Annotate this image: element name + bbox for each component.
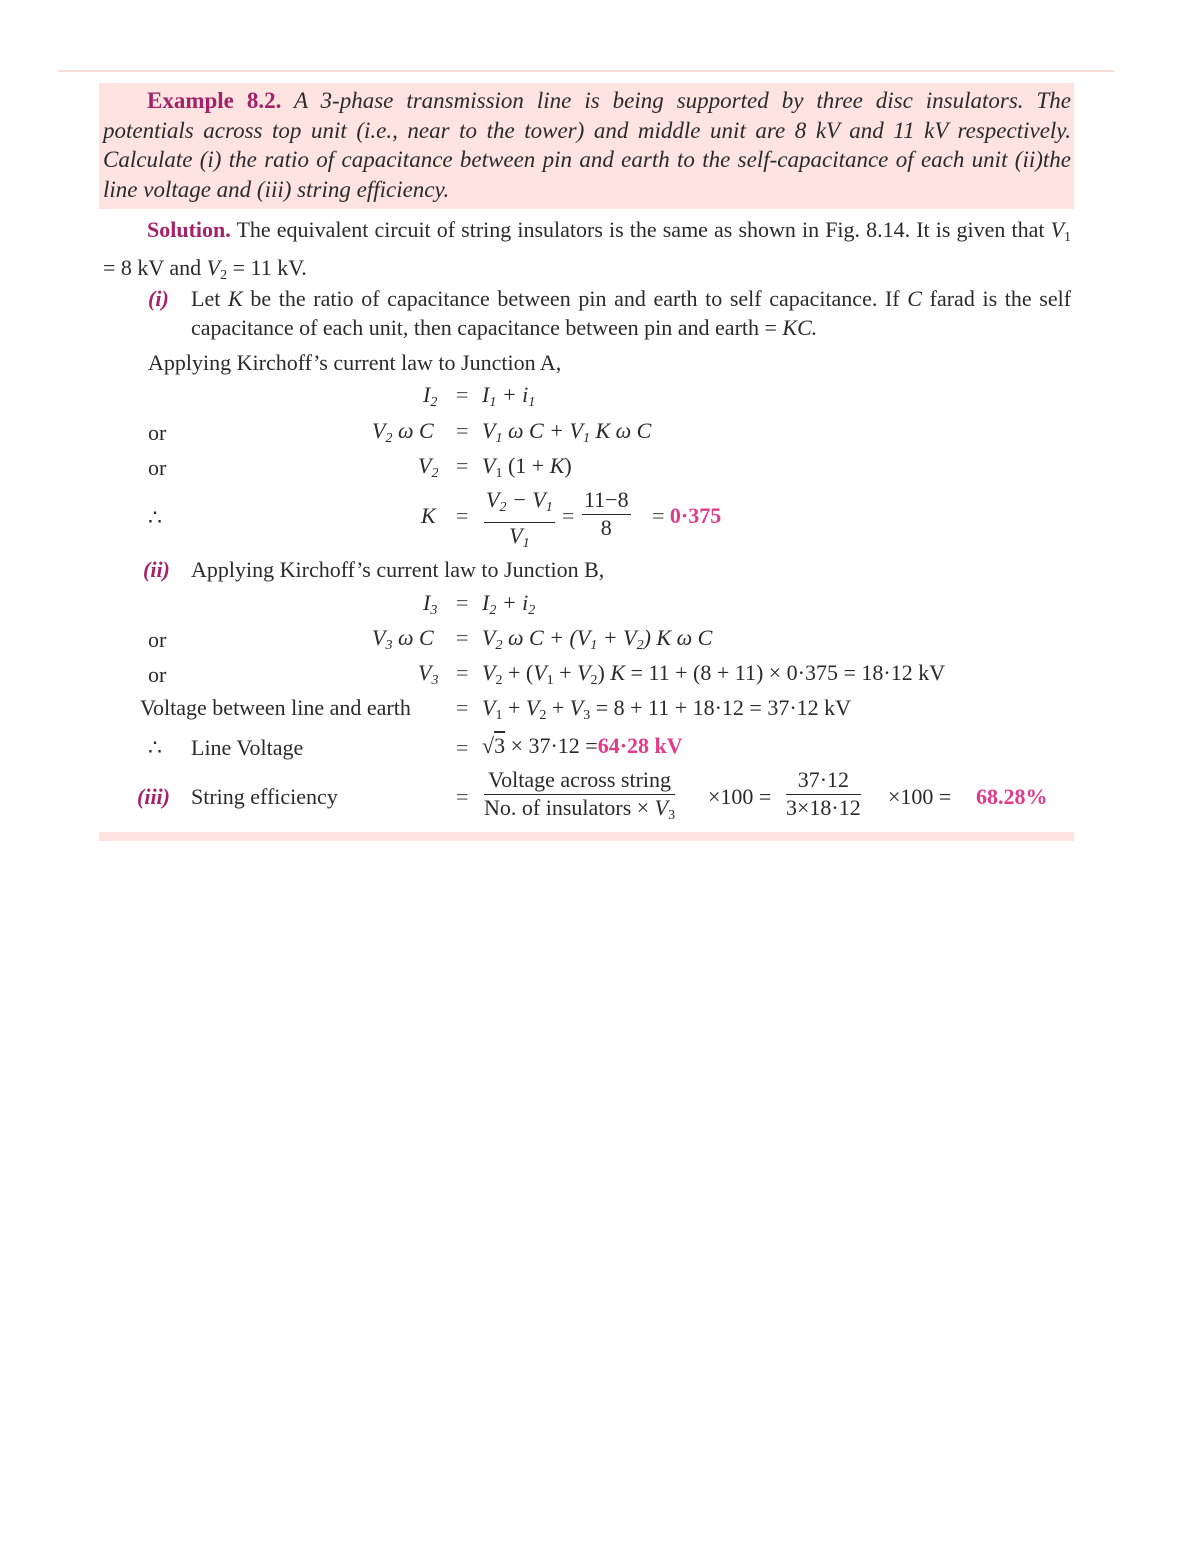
or-label-1: or — [148, 420, 167, 445]
line-voltage-calc: √3 × 37·12 =64·28 kV — [482, 733, 683, 758]
eq-k-frac1: $\frac{V_2 - V_1}{V_1}$ — [486, 487, 553, 551]
eq-k-lhs: K — [421, 503, 436, 528]
eq-a2-lhs: $V_2$ ω C — [372, 418, 434, 446]
example-body: A 3-phase transmission line is being supported by three disc insulators. The potentials across top unit (i.e., near to the tower) and middle unit are 8 kV and 11 kV respectively. Calculate (i) the ratio of capacitance between pin and earth to the self-capacitance of each unit (ii)the line voltage and (iii) string efficiency. — [103, 88, 1072, 202]
example-statement — [103, 86, 1071, 204]
sqrt-symbol: √ — [482, 733, 495, 758]
part3-num: (iii) — [137, 784, 170, 809]
part3-label: String efficiency — [191, 784, 338, 809]
top-rule — [58, 70, 1114, 72]
part2-text: Applying Kirchoff’s current law to Junction B, — [191, 557, 605, 582]
line-earth-label: Voltage between line and earth — [140, 695, 411, 720]
part1-text: Let K be the ratio of capacitance between pin and earth to self capacitance. If C farad is the self capacitance of each unit, then capacitance between pin and earth = KC. — [191, 286, 1072, 340]
therefore-2: ∴ — [148, 735, 162, 760]
solution-intro: Solution. The equivalent circuit of string insulators is the same as shown in Fig. 8.14. It is given that $V_1 = 8$ kV and $V_2 = 11$ kV. — [103, 217, 1072, 283]
eq-b3-equals: = — [456, 660, 469, 685]
eq-a1-equals: = — [456, 382, 469, 407]
eq-a3-lhs: $V_2$ — [418, 453, 439, 481]
eff-times100b: ×100 = — [888, 784, 952, 809]
eq-a3-rhs: $V_1$ (1 + K) — [482, 453, 572, 481]
solution-text: The equivalent circuit of string insulators is the same as shown in Fig. 8.14. It is given that — [236, 217, 1045, 242]
line-earth-equals: = — [456, 695, 469, 720]
eq-b2-lhs: $V_3$ ω C — [372, 625, 434, 653]
or-label-2: or — [148, 455, 167, 480]
eff-frac1: Voltage across string No. of insulators × $V_3$ — [484, 767, 676, 823]
eq-b3-lhs: $V_3$ — [418, 660, 439, 688]
eq-b1-equals: = — [456, 590, 469, 615]
v2-given: = 11 kV. — [232, 254, 307, 280]
eq-k-equals-2: = — [562, 503, 575, 528]
eff-frac2: $\frac{37\cdot 12}{3\times 18\cdot 12}$ — [786, 767, 861, 820]
v1-given: = 8 kV and — [103, 254, 202, 280]
eq-a2-equals: = — [456, 418, 469, 443]
eq-a1-lhs: $I_2$ — [423, 382, 438, 410]
or-label-4: or — [148, 662, 167, 687]
eq-a2-rhs: $V_1$ ω $C + V_1$ K ω C — [482, 418, 652, 446]
eq-b3-rhs: $V_2 + (V_1 + V_2) K = 11 + (8 + 11) \times 0\cdot 375 = 18\cdot 12$ kV — [482, 660, 946, 688]
part2-num: (ii) — [143, 557, 170, 582]
eq-k-equals: = — [456, 503, 469, 528]
eq-k-result: = 0·375 — [652, 503, 722, 528]
eff-times100: ×100 = — [708, 784, 772, 809]
bottom-rule — [99, 832, 1074, 841]
eq-a1-rhs: $I_1 + i_1$ — [482, 382, 536, 410]
line-earth-calc: $V_1 + V_2 + V_3 = 8 + 11 + 18\cdot 12 = 37\cdot 12$ kV — [482, 695, 852, 723]
or-label-3: or — [148, 627, 167, 652]
eff-equals: = — [456, 784, 469, 809]
eq-b1-rhs: $I_2 + i_2$ — [482, 590, 536, 618]
therefore-1: ∴ — [148, 505, 162, 530]
eq-b2-rhs: $V_2$ ω $C + (V_1 + V_2)$ K ω C — [482, 625, 713, 653]
eq-b1-lhs: $I_3$ — [423, 590, 438, 618]
example-label: Example 8.2. — [147, 88, 282, 113]
eff-result: 68.28% — [976, 784, 1048, 809]
eq-a3-equals: = — [456, 453, 469, 478]
line-voltage-equals: = — [456, 735, 469, 760]
solution-label: Solution. — [147, 217, 231, 242]
part1-num: (i) — [148, 286, 169, 311]
line-voltage-label: Line Voltage — [191, 735, 304, 760]
kcl-junction-a: Applying Kirchoff’s current law to Junction A, — [148, 350, 562, 375]
eq-b2-equals: = — [456, 625, 469, 650]
eq-k-frac2: $\frac{11-8}{8}$ — [584, 487, 629, 540]
